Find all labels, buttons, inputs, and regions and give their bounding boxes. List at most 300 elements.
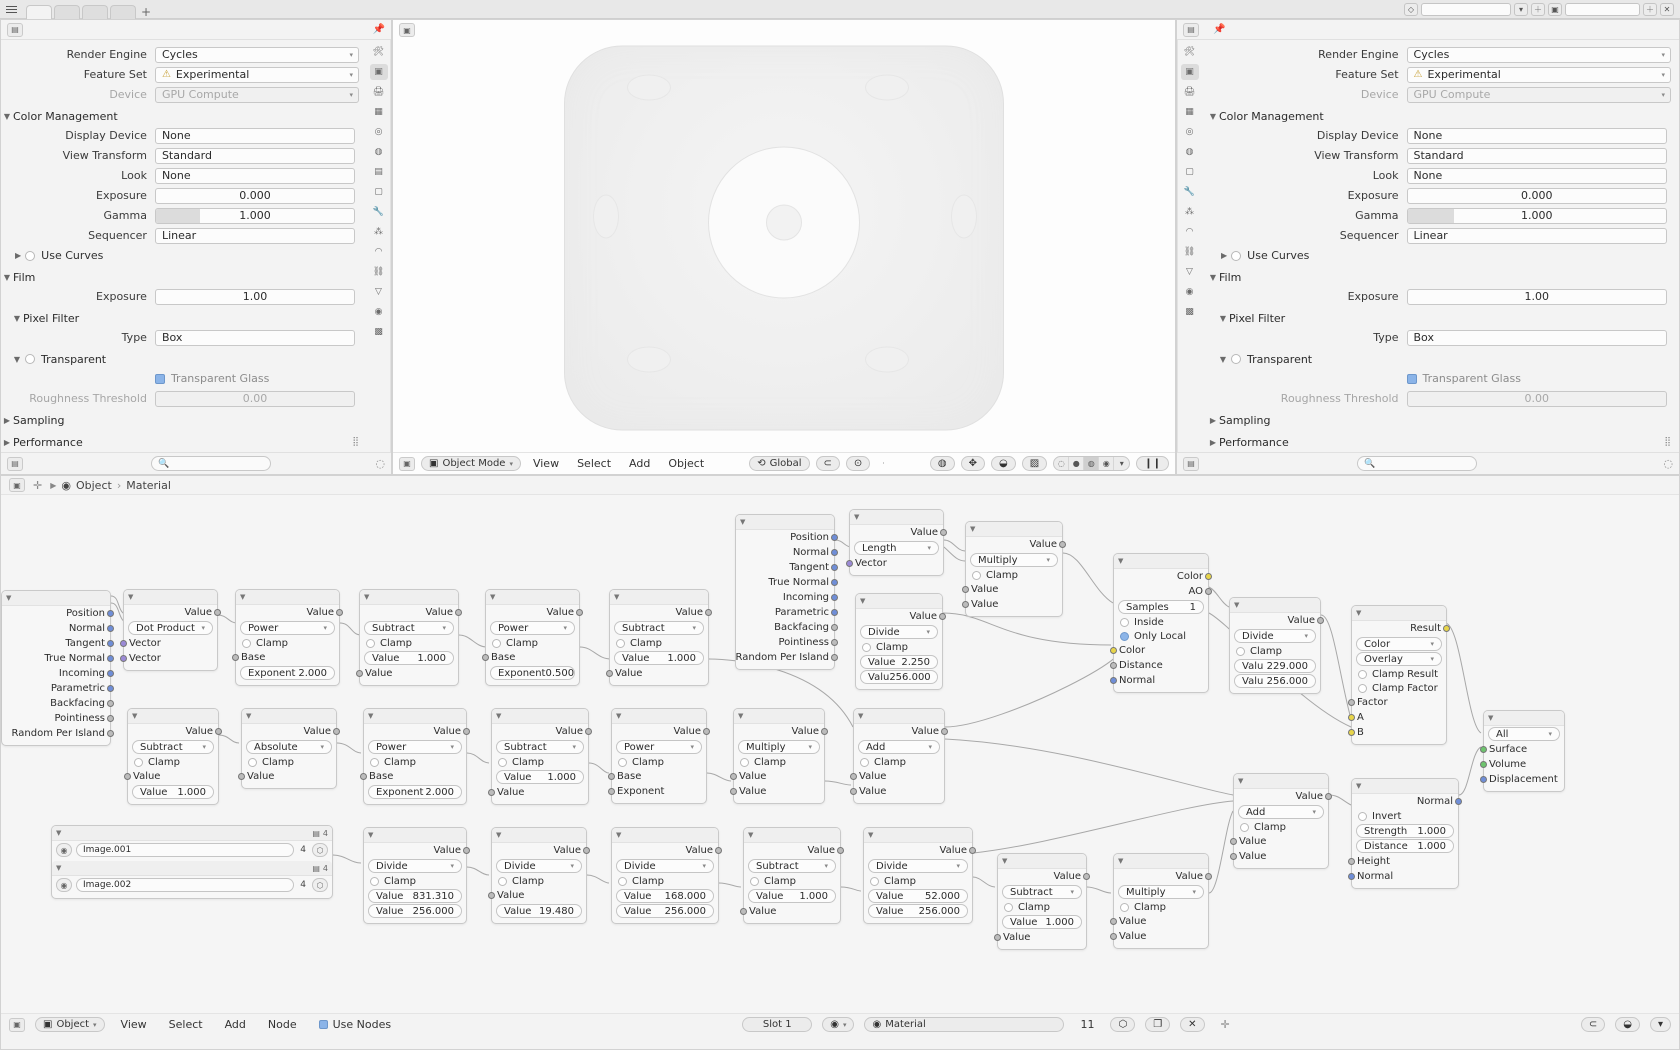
socket-in[interactable]	[850, 773, 857, 780]
node-field-value[interactable]	[496, 904, 582, 918]
node-header[interactable]	[492, 828, 586, 843]
socket-in[interactable]	[1110, 677, 1117, 684]
roughness-threshold-slider-right[interactable]	[1407, 391, 1667, 407]
socket-in[interactable]	[1348, 699, 1355, 706]
collection-tab-icon[interactable]: ▤	[374, 167, 383, 177]
socket-in[interactable]	[1480, 776, 1487, 783]
socket-out[interactable]	[831, 579, 838, 586]
node-header[interactable]	[850, 510, 943, 525]
socket-in[interactable]	[1230, 853, 1237, 860]
menu-node-shader[interactable]: Node	[267, 1018, 297, 1031]
display-device-dropdown[interactable]	[155, 128, 355, 144]
socket-out[interactable]	[1083, 873, 1090, 880]
node-operation-select[interactable]: Power ▾	[368, 740, 462, 754]
node-operation-select[interactable]: Length ▾	[854, 541, 939, 555]
node-field-value-1[interactable]	[616, 889, 714, 903]
node-field-exponent[interactable]	[490, 666, 575, 680]
object-tab-icon-right[interactable]: ▢	[1185, 167, 1194, 177]
pixel-filter-section[interactable]	[1, 309, 359, 327]
node-field-value-2[interactable]	[860, 670, 938, 684]
sampling-section[interactable]	[1, 411, 359, 429]
checkbox[interactable]	[860, 758, 869, 767]
node-ambient-occlusion[interactable]	[1113, 553, 1209, 693]
transform-orientation-dropdown[interactable]	[749, 456, 809, 471]
node-clamp-checkbox[interactable]	[864, 874, 972, 888]
scene-tab-icon[interactable]: ◎	[374, 127, 383, 137]
film-exposure-slider-right[interactable]	[1407, 289, 1667, 305]
node-clamp-checkbox[interactable]	[1234, 820, 1328, 834]
node-clamp-checkbox[interactable]	[744, 874, 840, 888]
node-operation-select[interactable]: Multiply ▾	[970, 553, 1058, 567]
node-header[interactable]	[1352, 606, 1446, 621]
socket-out[interactable]	[107, 625, 114, 632]
view-transform-dropdown[interactable]	[155, 148, 355, 164]
socket-out[interactable]	[969, 847, 976, 854]
checkbox[interactable]	[1004, 903, 1013, 912]
image-name-field[interactable]: Image.001	[76, 843, 294, 857]
color-management-section-right[interactable]	[1207, 107, 1671, 125]
xray-toggle[interactable]	[1022, 456, 1047, 471]
node-header[interactable]	[1234, 774, 1328, 789]
socket-in[interactable]	[850, 788, 857, 795]
constraints-tab-icon-right[interactable]: ⛓	[1183, 247, 1196, 257]
node-operation-select[interactable]: Multiply ▾	[738, 740, 820, 754]
editor-type-icon[interactable]: ▤	[7, 23, 23, 37]
node-header-2[interactable]	[52, 861, 332, 876]
shader-type-dropdown[interactable]: ▣ Object ▾	[35, 1017, 105, 1032]
node-operation-select[interactable]: Divide ▾	[1234, 629, 1316, 643]
node-math-multiply-3[interactable]	[1113, 853, 1209, 949]
node-clamp-checkbox[interactable]	[734, 755, 824, 769]
menu-add[interactable]: Add	[629, 457, 651, 470]
checkbox[interactable]	[1236, 647, 1245, 656]
menu-select-shader[interactable]: Select	[168, 1018, 203, 1031]
particles-tab-icon-right[interactable]: ⁂	[1185, 207, 1194, 217]
node-clamp-checkbox[interactable]	[236, 636, 339, 650]
socket-out[interactable]	[333, 728, 340, 735]
socket-out[interactable]	[107, 685, 114, 692]
render-engine-dropdown-right[interactable]: Cycles ▾	[1407, 47, 1671, 63]
node-header[interactable]	[364, 828, 466, 843]
checkbox[interactable]	[242, 639, 251, 648]
node-clamp-result-checkbox[interactable]	[1352, 667, 1446, 681]
node-header[interactable]	[744, 828, 840, 843]
checkbox[interactable]	[498, 877, 507, 886]
node-field-value[interactable]	[748, 889, 836, 903]
node-operation-select[interactable]: Absolute ▾	[246, 740, 332, 754]
socket-out[interactable]	[107, 670, 114, 677]
tool-tab-icon-right[interactable]: 🛠	[1183, 47, 1196, 57]
node-field-value-2[interactable]	[868, 904, 968, 918]
node-math-power-1[interactable]	[235, 589, 340, 686]
node-field-value[interactable]	[364, 651, 454, 665]
socket-out[interactable]	[1205, 873, 1212, 880]
socket-out[interactable]	[831, 639, 838, 646]
use-nodes-checkbox[interactable]	[319, 1020, 328, 1029]
checkbox[interactable]	[618, 758, 627, 767]
socket-out[interactable]	[107, 655, 114, 662]
node-operation-select[interactable]: Power ▾	[240, 621, 335, 635]
socket-out[interactable]	[463, 847, 470, 854]
node-operation-select[interactable]: Divide ▾	[368, 859, 462, 873]
node-operation-select[interactable]: Multiply ▾	[1118, 885, 1204, 899]
node-clamp-checkbox[interactable]	[492, 874, 586, 888]
socket-out[interactable]	[1443, 625, 1450, 632]
node-geometry-1[interactable]	[1, 590, 111, 746]
node-options-button[interactable]	[1650, 1017, 1671, 1032]
node-field-exponent[interactable]	[240, 666, 335, 680]
socket-out[interactable]	[336, 609, 343, 616]
node-operation-select[interactable]: Power ▾	[490, 621, 575, 635]
overlays-toggle[interactable]	[991, 456, 1016, 471]
node-header[interactable]	[856, 594, 942, 609]
node-math-add-1[interactable]	[853, 708, 945, 804]
node-clamp-checkbox[interactable]	[854, 755, 944, 769]
node-clamp-checkbox[interactable]	[612, 874, 718, 888]
material-name-field[interactable]	[864, 1017, 1064, 1032]
checkbox[interactable]	[370, 877, 379, 886]
socket-in[interactable]	[488, 892, 495, 899]
checkbox[interactable]	[370, 758, 379, 767]
render-tab-icon-right[interactable]: ▣	[1181, 64, 1199, 80]
checkbox[interactable]	[1358, 684, 1367, 693]
socket-out[interactable]	[831, 654, 838, 661]
socket-out[interactable]	[831, 609, 838, 616]
filter-icon[interactable]: ◌	[375, 457, 385, 470]
view-layer-tab-icon-right[interactable]: ▦	[1185, 107, 1194, 117]
physics-tab-icon[interactable]: ◠	[374, 247, 383, 257]
checkbox[interactable]	[862, 643, 871, 652]
socket-out[interactable]	[583, 847, 590, 854]
filter-type-dropdown-right[interactable]	[1407, 330, 1667, 346]
view-transform-dropdown-right[interactable]	[1407, 148, 1667, 164]
node-clamp-checkbox[interactable]	[242, 755, 336, 769]
node-canvas[interactable]	[1, 495, 1679, 1013]
options-icon-right[interactable]: ⣿	[1664, 437, 1671, 447]
node-header[interactable]	[242, 709, 336, 724]
node-math-multiply-2[interactable]	[733, 708, 825, 804]
use-curves-row-right[interactable]	[1207, 247, 1671, 264]
node-header[interactable]	[854, 709, 944, 724]
socket-in[interactable]	[1480, 761, 1487, 768]
breadcrumb-material[interactable]: Material	[126, 478, 171, 492]
pin-icon-right[interactable]: 📌	[1213, 24, 1226, 35]
checkbox[interactable]	[1120, 618, 1129, 627]
node-clamp-checkbox[interactable]	[612, 755, 706, 769]
node-math-subtract-5[interactable]	[743, 827, 841, 924]
scene-tab-icon-right[interactable]: ◎	[1185, 127, 1194, 137]
node-clamp-checkbox[interactable]	[360, 636, 458, 650]
socket-out[interactable]	[107, 610, 114, 617]
checkbox[interactable]	[366, 639, 375, 648]
particles-tab-icon[interactable]: ⁂	[374, 227, 383, 237]
socket-in[interactable]	[120, 655, 127, 662]
socket-out[interactable]	[821, 728, 828, 735]
node-math-absolute[interactable]	[241, 708, 337, 789]
socket-in[interactable]	[238, 773, 245, 780]
node-operation-select[interactable]: Divide ▾	[616, 859, 714, 873]
node-target-select[interactable]: All ▾	[1488, 727, 1560, 741]
browse-image-icon-2[interactable]: ◉	[56, 878, 72, 892]
node-math-divide-2[interactable]	[1229, 597, 1321, 694]
editor-type-icon-right[interactable]: ▤	[1183, 23, 1199, 37]
node-vector-math-length[interactable]	[849, 509, 944, 576]
socket-in[interactable]	[360, 773, 367, 780]
feature-set-dropdown-right[interactable]: ⚠ Experimental ▾	[1407, 67, 1671, 83]
node-header[interactable]	[736, 515, 834, 530]
editor-type-icon-viewport-footer[interactable]: ▣	[399, 457, 415, 471]
node-header[interactable]	[864, 828, 972, 843]
node-clamp-checkbox[interactable]	[1114, 900, 1208, 914]
snap-node-toggle[interactable]	[1581, 1017, 1605, 1032]
socket-in[interactable]	[1480, 746, 1487, 753]
checkbox[interactable]	[1358, 812, 1367, 821]
browse-image-icon[interactable]: ◉	[56, 843, 72, 857]
socket-out[interactable]	[585, 728, 592, 735]
node-clamp-checkbox[interactable]	[966, 568, 1062, 582]
transparent-section-right[interactable]	[1207, 350, 1671, 368]
node-field-value[interactable]	[132, 785, 214, 799]
new-scene-icon[interactable]: ＋	[1531, 3, 1545, 16]
node-header[interactable]	[734, 709, 824, 724]
checkbox[interactable]	[1240, 823, 1249, 832]
socket-in[interactable]	[1348, 714, 1355, 721]
socket-in[interactable]	[962, 586, 969, 593]
node-field-value-2[interactable]	[1234, 674, 1316, 688]
socket-in[interactable]	[608, 773, 615, 780]
socket-out[interactable]	[576, 609, 583, 616]
node-math-subtract-4[interactable]	[491, 708, 589, 805]
socket-in[interactable]	[994, 934, 1001, 941]
node-header[interactable]	[128, 709, 218, 724]
checkbox[interactable]	[616, 639, 625, 648]
node-header[interactable]	[2, 591, 110, 606]
node-field-value-1[interactable]	[1234, 659, 1316, 673]
node-math-subtract-2[interactable]	[609, 589, 709, 686]
socket-out[interactable]	[715, 847, 722, 854]
film-exposure-slider[interactable]	[155, 289, 355, 305]
node-clamp-checkbox[interactable]	[128, 755, 218, 769]
node-operation-select[interactable]: Subtract ▾	[1002, 885, 1082, 899]
unlink-material-button[interactable]	[1180, 1017, 1204, 1032]
material-tab-icon[interactable]: ◉	[374, 307, 383, 317]
modifier-tab-icon-right[interactable]: 🔧	[1183, 187, 1196, 197]
exposure-slider-right[interactable]	[1407, 188, 1667, 204]
node-operation-select[interactable]: Add ▾	[1238, 805, 1324, 819]
node-clamp-checkbox[interactable]	[486, 636, 579, 650]
socket-out[interactable]	[831, 549, 838, 556]
node-header[interactable]	[1114, 554, 1208, 569]
socket-in[interactable]	[846, 560, 853, 567]
object-tab-icon[interactable]: ▢	[374, 187, 383, 197]
shading-options[interactable]: ▾	[1119, 459, 1124, 468]
editor-type-icon-viewport[interactable]: ▣	[399, 23, 415, 37]
socket-out[interactable]	[107, 640, 114, 647]
socket-in[interactable]	[740, 908, 747, 915]
node-operation-select[interactable]: Subtract ▾	[132, 740, 214, 754]
node-mix-rgb-overlay[interactable]	[1351, 605, 1447, 745]
node-field-value-1[interactable]	[868, 889, 968, 903]
checkbox[interactable]	[248, 758, 257, 767]
pixel-filter-section-right[interactable]	[1207, 309, 1671, 327]
socket-in[interactable]	[120, 640, 127, 647]
mode-selector[interactable]: ▣ Object Mode ▾	[421, 456, 521, 471]
texture-tab-icon-right[interactable]: ▩	[1185, 307, 1194, 317]
hamburger-icon[interactable]	[0, 0, 22, 19]
node-operation-select[interactable]: Subtract ▾	[496, 740, 584, 754]
fake-user-toggle[interactable]	[1110, 1017, 1135, 1032]
socket-out[interactable]	[703, 728, 710, 735]
texture-tab-icon[interactable]: ▩	[374, 327, 383, 337]
socket-in[interactable]	[1110, 647, 1117, 654]
node-clamp-checkbox[interactable]	[364, 874, 466, 888]
socket-out[interactable]	[1205, 573, 1212, 580]
socket-in[interactable]	[1110, 918, 1117, 925]
workspace-tab-3[interactable]	[82, 5, 108, 19]
checkbox[interactable]	[972, 571, 981, 580]
node-math-divide-1[interactable]	[855, 593, 943, 690]
node-operation-select[interactable]: Add ▾	[858, 740, 940, 754]
add-viewlayer-icon[interactable]: ＋	[1643, 3, 1657, 16]
shield-icon-2[interactable]: ⬡	[312, 878, 328, 892]
menu-view[interactable]: View	[532, 457, 560, 470]
new-material-button[interactable]	[1145, 1017, 1170, 1032]
pin-icon-shader[interactable]: ✛	[33, 478, 43, 492]
gamma-slider-right[interactable]	[1407, 208, 1667, 224]
socket-out[interactable]	[215, 728, 222, 735]
node-field-value[interactable]	[496, 770, 584, 784]
socket-in[interactable]	[1110, 933, 1117, 940]
checkbox[interactable]	[1120, 903, 1129, 912]
device-dropdown-right[interactable]: GPU Compute ▾	[1407, 87, 1671, 103]
socket-in[interactable]	[356, 670, 363, 677]
node-image-texture-group[interactable]	[51, 825, 333, 899]
editor-type-icon-footer-right[interactable]: ▤	[1183, 457, 1199, 471]
image-name-field-2[interactable]: Image.002	[76, 878, 294, 892]
checkbox[interactable]	[1120, 632, 1129, 641]
workspace-tab-2[interactable]	[54, 5, 80, 19]
look-dropdown[interactable]	[155, 168, 355, 184]
editor-type-icon-footer[interactable]: ▤	[7, 457, 23, 471]
transparent-glass-checkbox-right[interactable]	[1407, 374, 1417, 384]
socket-out[interactable]	[837, 847, 844, 854]
use-curves-checkbox[interactable]	[25, 251, 35, 261]
sequencer-dropdown[interactable]	[155, 228, 355, 244]
socket-out[interactable]	[107, 730, 114, 737]
node-invert-checkbox[interactable]	[1352, 809, 1458, 823]
socket-in[interactable]	[232, 654, 239, 661]
socket-in[interactable]	[730, 773, 737, 780]
node-field-value-1[interactable]	[860, 655, 938, 669]
transparent-glass-row[interactable]	[1, 370, 359, 387]
node-blendmode-select[interactable]: Overlay ▾	[1356, 652, 1442, 666]
node-header[interactable]	[360, 590, 458, 605]
node-clamp-checkbox[interactable]	[856, 640, 942, 654]
gamma-slider[interactable]	[155, 208, 355, 224]
color-management-section[interactable]	[1, 107, 359, 125]
node-header[interactable]	[1352, 779, 1458, 794]
slot-dropdown[interactable]	[742, 1017, 812, 1032]
node-math-subtract-6[interactable]	[997, 853, 1087, 950]
use-nodes-toggle[interactable]	[313, 1017, 398, 1032]
scene-icon[interactable]: ◇	[1404, 3, 1418, 16]
node-header[interactable]	[966, 522, 1062, 537]
checkbox[interactable]	[492, 639, 501, 648]
performance-section-right[interactable]	[1207, 433, 1671, 451]
node-field-value-1[interactable]	[368, 889, 462, 903]
socket-out[interactable]	[1325, 793, 1332, 800]
node-bump[interactable]	[1351, 778, 1459, 889]
menu-object[interactable]: Object	[668, 457, 705, 470]
output-tab-icon-right[interactable]: 🖨	[1183, 87, 1196, 97]
node-field-value-2[interactable]	[616, 904, 714, 918]
shading-solid[interactable]: ●	[1069, 457, 1084, 470]
pin-icon[interactable]: 📌	[372, 24, 385, 35]
node-clamp-factor-checkbox[interactable]	[1352, 681, 1446, 695]
socket-in[interactable]	[1348, 729, 1355, 736]
display-device-dropdown-right[interactable]	[1407, 128, 1667, 144]
node-clamp-checkbox[interactable]	[1230, 644, 1320, 658]
node-math-power-4[interactable]	[611, 708, 707, 804]
visibility-toggle[interactable]	[930, 456, 955, 471]
node-field-exponent[interactable]	[368, 785, 462, 799]
search-input[interactable]	[151, 456, 271, 471]
node-operation-select[interactable]: Dot Product ▾	[128, 621, 213, 635]
socket-out[interactable]	[455, 609, 462, 616]
socket-in[interactable]	[124, 773, 131, 780]
gizmo-toggle[interactable]	[961, 456, 985, 471]
socket-in[interactable]	[730, 788, 737, 795]
snap-toggle[interactable]	[816, 456, 840, 471]
socket-out[interactable]	[463, 728, 470, 735]
node-clamp-checkbox[interactable]	[492, 755, 588, 769]
socket-out[interactable]	[831, 594, 838, 601]
scene-field[interactable]	[1421, 3, 1511, 16]
proportional-falloff-dropdown[interactable]: ·	[882, 459, 885, 468]
node-header[interactable]	[1230, 598, 1320, 613]
node-header[interactable]	[52, 826, 332, 841]
node-only-local-checkbox[interactable]	[1114, 629, 1208, 643]
socket-out[interactable]	[1059, 541, 1066, 548]
socket-out[interactable]	[831, 564, 838, 571]
use-curves-row[interactable]	[1, 247, 359, 264]
node-field-value-2[interactable]	[368, 904, 462, 918]
editor-type-icon-shader[interactable]: ▣	[9, 478, 25, 492]
film-section-right[interactable]	[1207, 268, 1671, 286]
node-header[interactable]	[486, 590, 579, 605]
checkbox[interactable]	[740, 758, 749, 767]
node-datatype-select[interactable]: Color ▾	[1356, 637, 1442, 651]
modifier-tab-icon[interactable]: 🔧	[372, 207, 385, 217]
physics-tab-icon-right[interactable]: ◠	[1185, 227, 1194, 237]
socket-in[interactable]	[488, 789, 495, 796]
data-tab-icon[interactable]: ▽	[375, 287, 382, 297]
socket-in[interactable]	[962, 601, 969, 608]
view-layer-field[interactable]	[1565, 3, 1640, 16]
node-clamp-checkbox[interactable]	[998, 900, 1086, 914]
node-field-strength[interactable]	[1356, 824, 1454, 838]
node-header[interactable]	[1114, 854, 1208, 869]
node-math-multiply-top[interactable]	[965, 521, 1063, 617]
node-math-subtract-3[interactable]	[127, 708, 219, 805]
transparent-checkbox-right[interactable]	[1231, 354, 1241, 364]
node-header[interactable]	[236, 590, 339, 605]
add-workspace-button[interactable]: +	[141, 4, 152, 19]
device-dropdown[interactable]: GPU Compute ▾	[155, 87, 359, 103]
socket-out[interactable]	[831, 624, 838, 631]
node-math-divide-4[interactable]	[491, 827, 587, 924]
node-clamp-checkbox[interactable]	[610, 636, 708, 650]
